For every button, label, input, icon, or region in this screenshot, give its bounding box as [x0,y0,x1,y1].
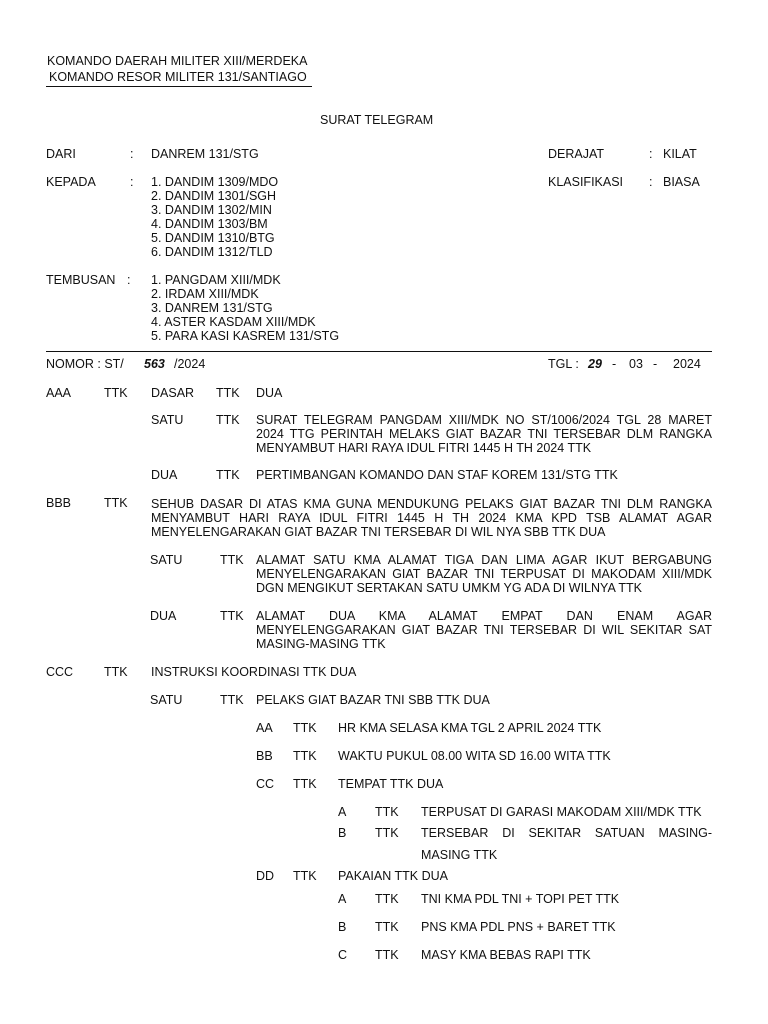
cc-b-line-1 [421,826,712,840]
aaa-ttk-2: TTK [216,386,240,400]
kepada-item: 6. DANDIM 1312/TLD [151,245,273,259]
tembusan-item: 3. DANREM 131/STG [151,301,273,315]
nomor-label: NOMOR : ST/ [46,357,124,371]
kepada-item: 4. DANDIM 1303/BM [151,217,268,231]
cc-a-ttk: TTK [375,805,399,819]
derajat-label: DERAJAT [548,147,605,161]
document-title: SURAT TELEGRAM [320,113,434,127]
dari-colon: : [130,147,134,161]
aaa-dua: DUA [256,386,283,400]
ccc-ttk: TTK [104,665,128,679]
text-line: 2024 TTG PERINTAH MELAKS GIAT BAZAR TNI TERSEBAR DLM RANGKA [256,427,712,441]
bb-ttk: TTK [293,749,317,763]
kepada-item: 2. DANDIM 1301/SGH [151,189,277,203]
ccc-code: CCC [46,665,74,679]
klasifikasi-colon: : [649,175,653,189]
bbb-dua-text [256,609,712,651]
divider-line [46,351,712,352]
tgl-label: TGL : [548,357,579,371]
tgl-sep-2: - [653,357,658,371]
nomor-year: /2024 [174,357,206,371]
dd-label: DD [256,869,275,883]
header-underline [46,86,312,87]
text-line: TERSEBAR DI SEKITAR SATUAN MASING- [421,826,712,840]
text-line: MENYAMBUT HARI RAYA IDUL FITRI 1445 H TH 2024 TTK [256,441,592,455]
kepada-label: KEPADA [46,175,96,189]
dari-value: DANREM 131/STG [151,147,259,161]
dd-ttk: TTK [293,869,317,883]
cc-label: CC [256,777,275,791]
bbb-dua-label: DUA [150,609,177,623]
tgl-year: 2024 [673,357,701,371]
text-line: SURAT TELEGRAM PANGDAM XIII/MDK NO ST/1006/2024 TGL 28 MARET [256,413,712,427]
aaa-text: DASAR [151,386,195,400]
dd-c-text: MASY KMA BEBAS RAPI TTK [421,948,591,962]
ccc-text: INSTRUKSI KOORDINASI TTK DUA [151,665,357,679]
aaa-ttk: TTK [104,386,128,400]
aa-label: AA [256,721,273,735]
bbb-ttk: TTK [104,496,128,510]
cc-b-line-2: MASING TTK [421,848,498,862]
aa-ttk: TTK [293,721,317,735]
cc-text: TEMPAT TTK DUA [338,777,444,791]
aaa-code: AAA [46,386,72,400]
tgl-month: 03 [629,357,643,371]
cc-b-label: B [338,826,347,840]
kepada-item: 5. DANDIM 1310/BTG [151,231,275,245]
dd-b-ttk: TTK [375,920,399,934]
text-line: MENYELENGARAKAN GIAT BAZAR TNI TERSEBAR DI WIL NYA SBB TTK DUA [151,525,606,539]
klasifikasi-value: BIASA [663,175,700,189]
aaa-satu-ttk: TTK [216,413,240,427]
text-line: MENYAMBUT HARI RAYA IDUL FITRI 1445 H TH 2024 KMA KPD TSB ALAMAT AGAR [151,511,712,525]
tembusan-item: 4. ASTER KASDAM XIII/MDK [151,315,316,329]
cc-a-text: TERPUSAT DI GARASI MAKODAM XIII/MDK TTK [421,805,702,819]
bbb-satu-text [256,553,712,595]
tembusan-item: 1. PANGDAM XIII/MDK [151,273,281,287]
cc-ttk: TTK [293,777,317,791]
bbb-dua-ttk: TTK [220,609,244,623]
tgl-day: 29 [588,357,602,371]
text-line: SEHUB DASAR DI ATAS KMA GUNA MENDUKUNG PELAKS GIAT BAZAR TNI DLM RANGKA [151,497,712,511]
text-line: ALAMAT DUA KMA ALAMAT EMPAT DAN ENAM AGAR [256,609,712,623]
ccc-satu-ttk: TTK [220,693,244,707]
klasifikasi-label: KLASIFIKASI [548,175,624,189]
header-line-1: KOMANDO DAERAH MILITER XIII/MERDEKA [47,54,308,68]
tembusan-list [151,273,339,343]
aaa-dua-text: PERTIMBANGAN KOMANDO DAN STAF KOREM 131/STG TTK [256,468,618,482]
ccc-satu-text: PELAKS GIAT BAZAR TNI SBB TTK DUA [256,693,490,707]
dd-text: PAKAIAN TTK DUA [338,869,448,883]
kepada-item: 3. DANDIM 1302/MIN [151,203,272,217]
text-line: ALAMAT SATU KMA ALAMAT TIGA DAN LIMA AGAR IKUT BERGABUNG [256,553,712,567]
text-line: MENYELENGARAKAN GIAT BAZAR TNI TERPUSAT DI MAKODAM XIII/MDK [256,567,712,581]
dd-a-text: TNI KMA PDL TNI + TOPI PET TTK [421,892,620,906]
kepada-list [151,175,278,259]
kepada-item: 1. DANDIM 1309/MDO [151,175,279,189]
bb-label: BB [256,749,273,763]
tembusan-item: 5. PARA KASI KASREM 131/STG [151,329,340,343]
cc-b-ttk: TTK [375,826,399,840]
ccc-satu-label: SATU [150,693,183,707]
text-line: DGN MENGIKUT SERTAKAN SATU UMKM YG ADA DI WILNYA TTK [256,581,642,595]
bbb-code: BBB [46,496,72,510]
dd-b-text: PNS KMA PDL PNS + BARET TTK [421,920,616,934]
tembusan-colon: : [127,273,131,287]
kepada-colon: : [130,175,134,189]
derajat-value: KILAT [663,147,697,161]
bbb-text [151,497,712,539]
tembusan-label: TEMBUSAN [46,273,116,287]
bbb-satu-ttk: TTK [220,553,244,567]
cc-a-label: A [338,805,347,819]
aaa-satu-text [256,413,712,455]
aaa-satu-label: SATU [151,413,184,427]
bb-text: WAKTU PUKUL 08.00 WITA SD 16.00 WITA TTK [338,749,611,763]
tembusan-item: 2. IRDAM XIII/MDK [151,287,259,301]
aaa-dua-ttk: TTK [216,468,240,482]
dari-label: DARI [46,147,76,161]
aaa-dua-label: DUA [151,468,178,482]
dd-a-ttk: TTK [375,892,399,906]
derajat-colon: : [649,147,653,161]
nomor-number: 563 [144,357,165,371]
aa-text: HR KMA SELASA KMA TGL 2 APRIL 2024 TTK [338,721,602,735]
text-line: MENYELENGGARAKAN GIAT BAZAR TNI TERSEBAR DI WIL SEKITAR SAT [256,623,712,637]
bbb-satu-label: SATU [150,553,183,567]
dd-c-label: C [338,948,348,962]
dd-b-label: B [338,920,347,934]
tgl-sep-1: - [612,357,617,371]
dd-a-label: A [338,892,347,906]
header-line-2: KOMANDO RESOR MILITER 131/SANTIAGO [49,70,307,84]
text-line: MASING-MASING TTK [256,637,386,651]
dd-c-ttk: TTK [375,948,399,962]
